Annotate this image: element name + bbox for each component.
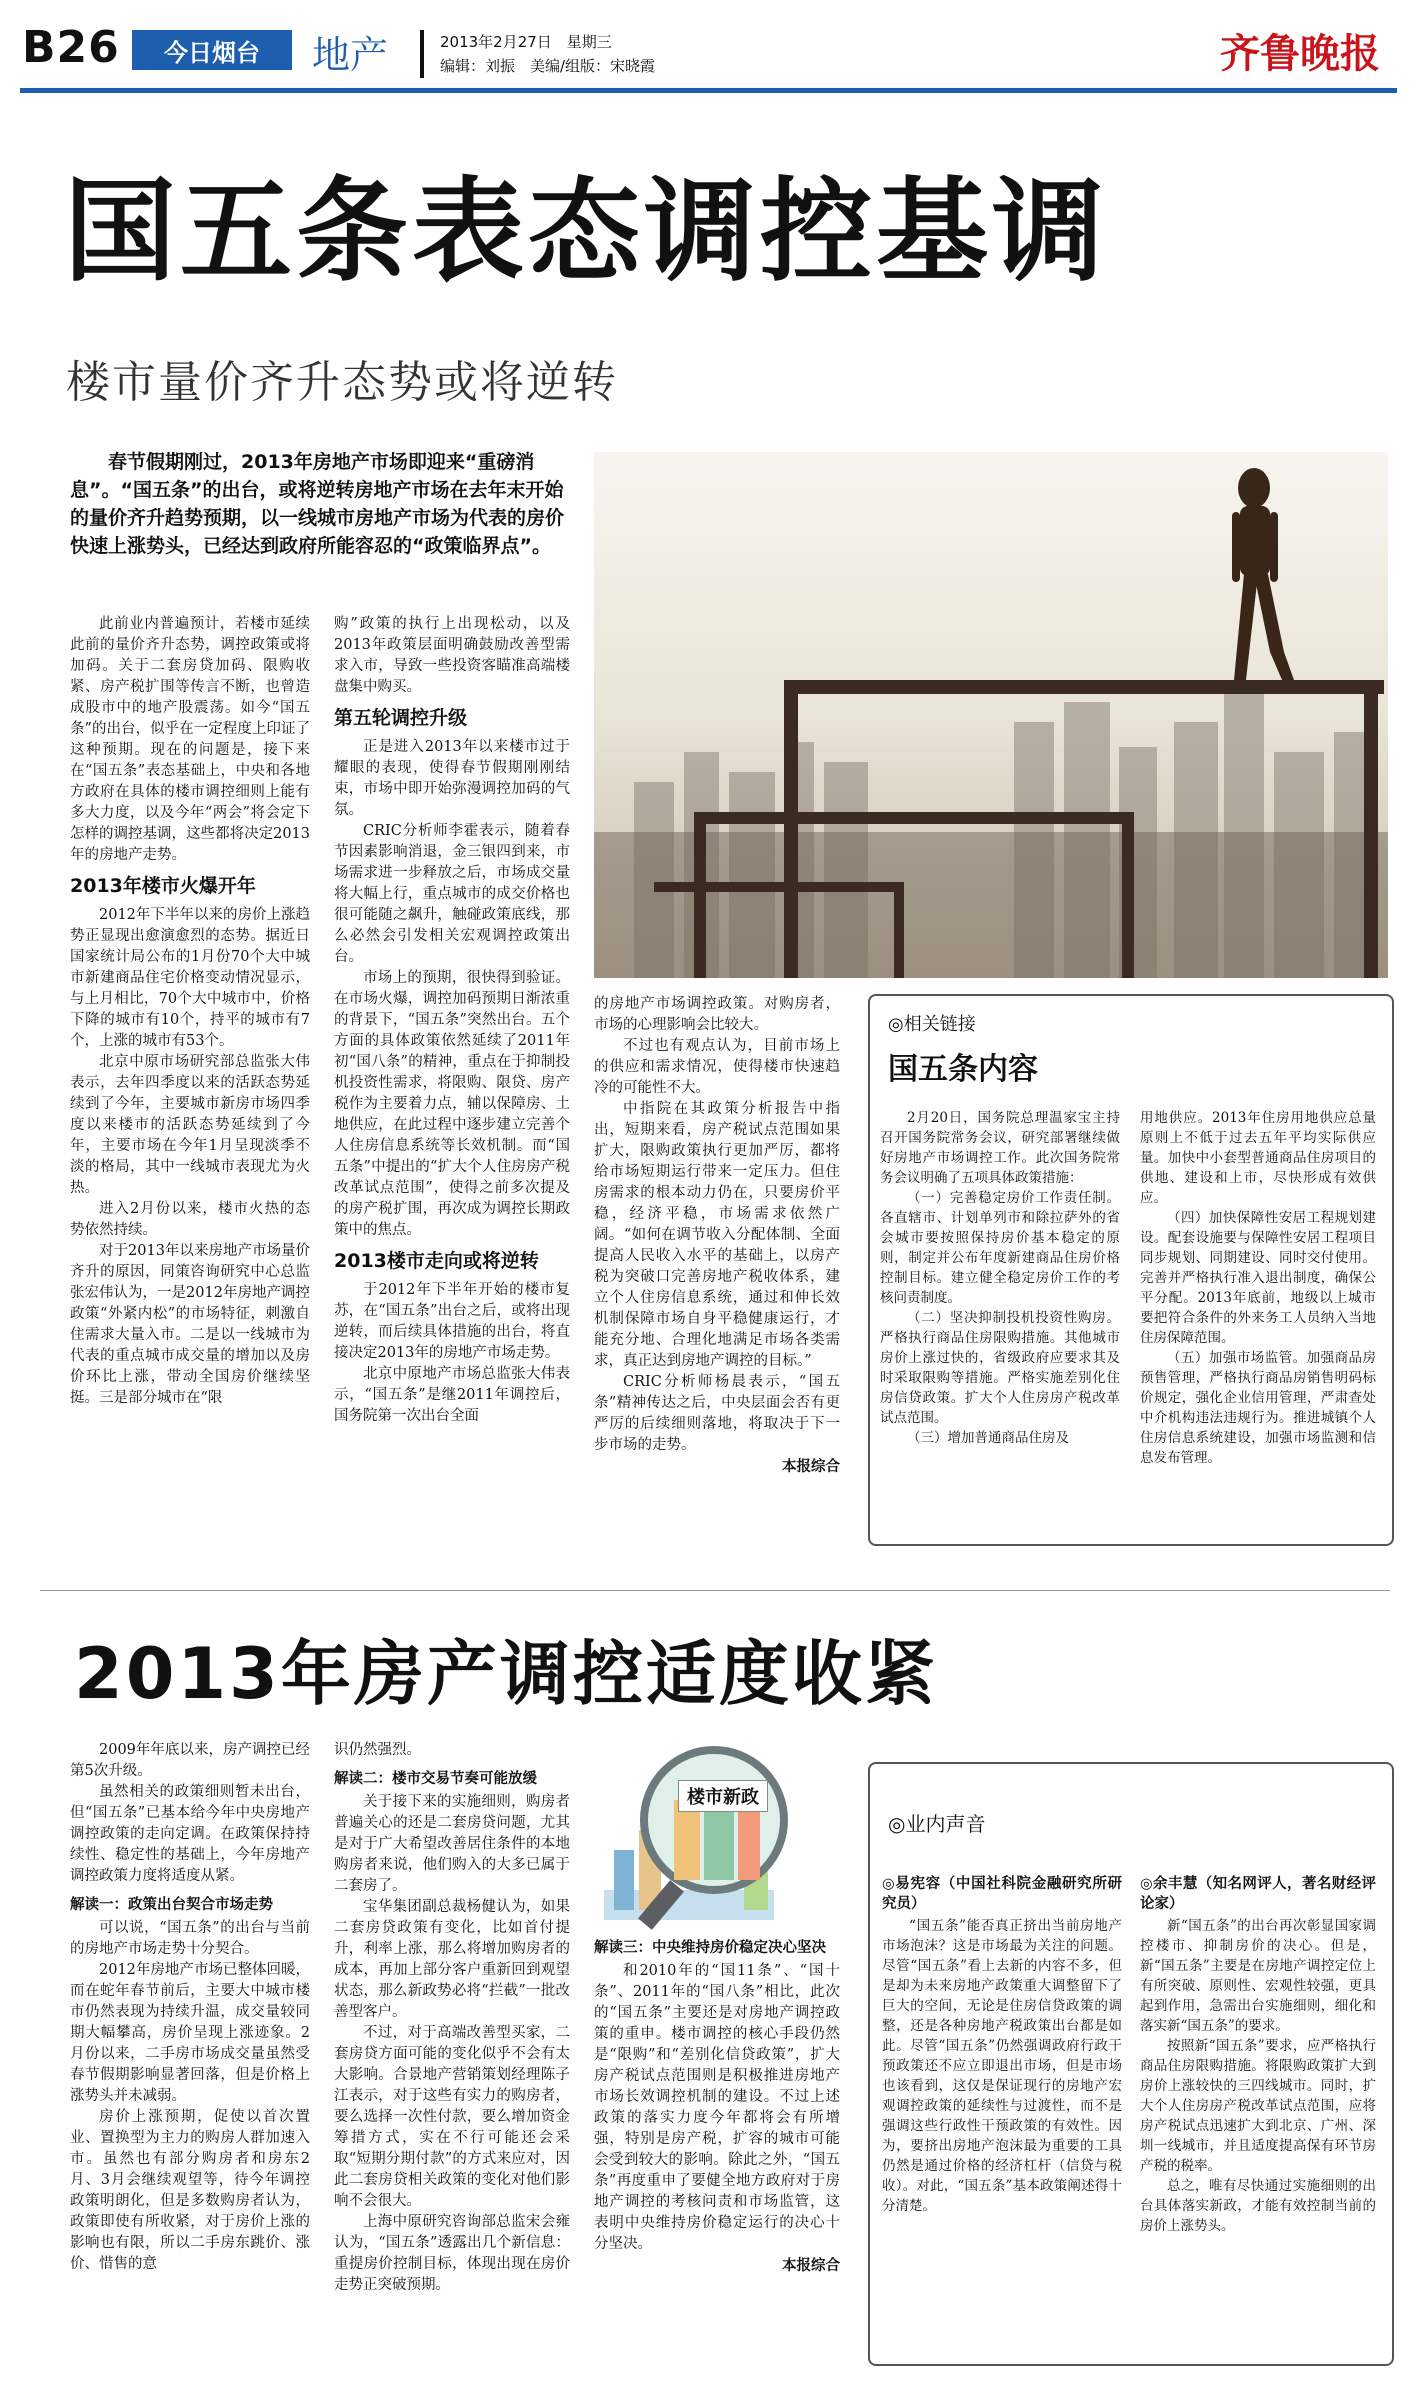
paragraph: CRIC分析师杨晨表示，“国五条”精神传达之后，中央层面会否有更严厉的后续细则落地，将取决于下一步市场的走势。: [594, 1374, 840, 1453]
section-divider: [40, 1590, 1390, 1591]
byline: 本报综合: [782, 1458, 840, 1475]
editor-credits: 编辑：刘振 美编/组版：宋晓霞: [440, 57, 656, 75]
paragraph: 用地供应。2013年住房用地供应总量原则上不低于过去五年平均实际供应量。加快中小套型普通商品住房项目的供地、建设和上市，尽快形成有效供应。: [1140, 1110, 1376, 1206]
issue-date: 2013年2月27日 星期三: [440, 33, 612, 51]
headline-second: 2013年房产调控适度收紧: [74, 1633, 938, 1715]
paragraph: 于2012年下半年开始的楼市复苏，在“国五条”出台之后，或将出现逆转，而后续具体措施的出台，将直接决定2013年的房地产市场走势。: [334, 1282, 570, 1361]
subheading-3: 解读三：中央维持房价稳定决心坚决: [594, 1940, 826, 1956]
box1-column-left: [880, 1108, 1120, 1448]
paragraph: （二）坚决抑制投机投资性购房。严格执行商品住房限购措施。其他城市房价上涨过快的，省级政府应要求其及时采取限购等措施。严格实施差别化住房信贷政策。扩大个人住房房产税改革试点范围。: [880, 1310, 1120, 1426]
paragraph: 北京中原地产市场总监张大伟表示，“国五条”是继2011年调控后，国务院第一次出台全面: [334, 1366, 570, 1424]
article2-column-3: [594, 1938, 840, 2276]
header-meta: [440, 30, 655, 78]
paragraph: 北京中原市场研究部总监张大伟表示，去年四季度以来的活跃态势延续到了今年，主要城市新房市场四季度以来楼市的活跃态势延续到了今年，主要市场在今年1月呈现淡季不淡的格局，其中一线城市表现尤为火热。: [70, 1054, 310, 1196]
article1-column-2: [334, 614, 570, 1427]
paragraph: 可以说，“国五条”的出台与当前的房地产市场走势十分契合。: [70, 1920, 310, 1957]
paragraph: 的房地产市场调控政策。对购房者，市场的心理影响会比较大。: [594, 996, 840, 1033]
illustration-magnifier: [594, 1740, 854, 1930]
headline-main: 国五条表态调控基调: [64, 167, 1108, 297]
paragraph: 宝华集团副总裁杨健认为，如果二套房贷政策有变化，比如首付提升，利率上涨，那么将增加购房者的成本，再加上部分客户重新回到观望状态，那么新政势必将“拦截”一批改善型客户。: [334, 1899, 570, 2020]
article1-column-1: [70, 614, 310, 1409]
illustration-label: 楼市新政: [678, 1780, 768, 1812]
paragraph: （三）增加普通商品住房及: [907, 1430, 1069, 1446]
paragraph: 虽然相关的政策细则暂未出台，但“国五条”已基本给今年中央房地产调控政策的走向定调。在政策保持持续性、稳定性的基础上，今年房地产调控政策力度将适度从紧。: [70, 1784, 310, 1884]
article2-column-1: [70, 1740, 310, 2275]
photo-illustration: [594, 452, 1388, 978]
page-number: B26: [22, 22, 120, 73]
paragraph: 进入2月份以来，楼市火热的态势依然持续。: [70, 1201, 310, 1238]
voice-1-name: ◎易宪容（中国社科院金融研究所研究员）: [882, 1876, 1122, 1912]
photo-balancing-figure: [594, 452, 1388, 978]
byline: 本报综合: [782, 2257, 840, 2274]
paragraph: 对于2013年以来房地产市场量价齐升的原因，同策咨询研究中心总监张宏伟认为，一是2012年房地产调控政策“外紧内松”的市场特征，刺激自住需求大量入市。二是以一线城市为代表的重点城市成交量的增加以及房价环比上涨，带动全国房价继续坚挺。三是部分城市在“限: [70, 1243, 310, 1406]
box-title: 国五条内容: [888, 1052, 1038, 1087]
subheading-1: 解读一：政策出台契合市场走势: [70, 1897, 273, 1913]
box-label-voices: ◎业内声音: [888, 1812, 986, 1836]
article1-column-3: [594, 994, 840, 1477]
paragraph: 2012年房地产市场已整体回暖，而在蛇年春节前后，主要大中城市楼市仍然表现为持续升温，成交量较同期大幅攀高，房价呈现上涨迹象。2月份以来，二手房市场成交量虽然受春节假期影响显著回落，但是价格上涨势头并未减弱。: [70, 1962, 310, 2104]
subheadline: 楼市量价齐升态势或将逆转: [66, 357, 618, 408]
box1-column-right: [1140, 1108, 1376, 1468]
section-heading-trend: 2013楼市走向或将逆转: [334, 1250, 539, 1272]
paragraph: 识仍然强烈。: [334, 1742, 421, 1758]
header-divider: [420, 30, 424, 78]
voice-2-name: ◎余丰慧（知名网评人，著名财经评论家）: [1140, 1876, 1376, 1912]
subheading-2: 解读二：楼市交易节奏可能放缓: [334, 1771, 537, 1787]
paragraph: 此前业内普遍预计，若楼市延续此前的量价齐升态势，调控政策或将加码。关于二套房贷加码、限购收紧、房产税扩围等传言不断，也曾造成股市中的地产股震荡。如今“国五条”的出台，似乎在一定程度上印证了这种预期。现在的问题是，接下来在“国五条”表态基础上，中央和各地方政府在具体的楼市调控细则上能有多大力度，以及今年“两会”将会定下怎样的调控基调，这些都将决定2013年的房地产走势。: [70, 616, 310, 863]
paragraph: 市场上的预期，很快得到验证。在市场火爆，调控加码预期日渐浓重的背景下，“国五条”突然出台。五个方面的具体政策依然延续了2011年初“国八条”的精神，重点在于抑制投机投资性需求，将限购、限贷、房产税作为主要着力点，辅以保障房、土地供应，在此过程中逐步建立完善个人住房信息系统等长效机制。而“国五条”中提出的“扩大个人住房房产税改革试点范围”，使得之前多次提及的房产税扩围，再次成为调控长期政策中的焦点。: [334, 970, 570, 1238]
paragraph: 关于接下来的实施细则，购房者普遍关心的还是二套房贷问题，尤其是对于广大希望改善居住条件的本地购房者来说，他们购入的大多已属于二套房了。: [334, 1794, 570, 1894]
paragraph: 2009年年底以来，房产调控已经第5次升级。: [70, 1742, 310, 1779]
section-name: 地产: [312, 33, 389, 77]
section-tag: 今日烟台: [132, 30, 292, 70]
paragraph: 总之，唯有尽快通过实施细则的出台具体落实新政，才能有效控制当前的房价上涨势头。: [1140, 2178, 1376, 2234]
paragraph: 房价上涨预期，促使以首次置业、置换型为主力的购房人群加速入市。虽然也有部分购房者和房东2月、3月会继续观望等，待今年调控政策明朗化，但是多数购房者认为，政策即使有所收紧，对于房价上涨的影响也有限，所以二手房东跳价、涨价、惜售的意: [70, 2109, 310, 2272]
paragraph: （四）加快保障性安居工程规划建设。配套设施要与保障性安居工程项目同步规划、同期建设、同时交付使用。完善并严格执行准入退出制度，确保公平分配。2013年底前，地级以上城市要把符合条件的外来务工人员纳入当地住房保障范围。: [1140, 1210, 1376, 1346]
paragraph: 上海中原研究咨询部总监宋会雍认为，“国五条”透露出几个新信息：重提房价控制目标，体现出现在房价走势正突破预期。: [334, 2214, 570, 2293]
paragraph: 2月20日，国务院总理温家宝主持召开国务院常务会议，研究部署继续做好房地产市场调控工作。此次国务院常务会议明确了五项具体政策措施：: [880, 1110, 1120, 1186]
paragraph: 正是进入2013年以来楼市过于耀眼的表现，使得春节假期刚刚结束，市场中即开始弥漫调控加码的气氛。: [334, 739, 570, 818]
voice-2: [1140, 1874, 1376, 2236]
voice-1: [882, 1874, 1122, 2216]
section-heading-2013: 2013年楼市火爆开年: [70, 875, 256, 897]
paragraph: 不过，对于高端改善型买家，二套房贷方面可能的变化似乎不会有太大影响。合景地产营销策划经理陈子江表示，对于这些有实力的购房者，要么选择一次性付款，要么增加资金筹措方式，实在不行可能还会采取“短期分期付款”的方式来应对，因此二套房贷相关政策的变化对他们影响不会很大。: [334, 2025, 570, 2209]
header-rule: [20, 88, 1397, 93]
section-heading-round5: 第五轮调控升级: [334, 707, 468, 729]
paragraph: CRIC分析师李霍表示，随着春节因素影响消退，金三银四到来，市场需求进一步释放之后，市场成交量将大幅上行，重点城市的成交价格也很可能随之飙升，触碰政策底线，那么必然会引发相关宏观调控政策出台。: [334, 823, 570, 965]
paragraph: 按照新“国五条”要求，应严格执行商品住房限购措施。将限购政策扩大到房价上涨较快的三四线城市。同时，扩大个人住房房产税改革试点范围，应将房产税试点迅速扩大到北京、广州、深圳一线城市，并且适度提高保有环节房产税的税率。: [1140, 2038, 1376, 2174]
lead-paragraph: 春节假期刚过，2013年房地产市场即迎来“重磅消息”。“国五条”的出台，或将逆转房地产市场在去年末开始的量价齐升趋势预期，以一线城市房地产市场为代表的房价快速上涨势头，已经达到政府所能容忍的“政策临界点”。: [70, 451, 565, 557]
paragraph: （五）加强市场监管。加强商品房预售管理，严格执行商品房销售明码标价规定，强化企业信用管理，严肃查处中介机构违法违规行为。推进城镇个人住房信息系统建设，加强市场监测和信息发布管理。: [1140, 1350, 1376, 1466]
paragraph: 和2010年的“国11条”、“国十条”、2011年的“国八条”相比，此次的“国五条”主要还是对房地产调控政策的重申。楼市调控的核心手段仍然是“限购”和“差别化信贷政策”，扩大房产税试点范围则是积极推进房地产市场长效调控机制的建设。不过上述政策的落实力度今年都将会有所增强，特别是房产税，扩容的城市可能会受到较大的影响。除此之外，“国五条”再度重申了要健全地方政府对于房地产调控的考核问责和市场监管，这表明中央维持房价稳定运行的决心十分坚决。: [594, 1963, 840, 2252]
magnifier-icon: [594, 1740, 854, 1930]
paragraph: （一）完善稳定房价工作责任制。各直辖市、计划单列市和除拉萨外的省会城市要按照保持房价基本稳定的原则，制定并公布年度新建商品住房价格控制目标。建立健全稳定房价工作的考核问责制度。: [880, 1190, 1120, 1306]
paragraph: 中指院在其政策分析报告中指出，短期来看，房产税试点范围如果扩大，限购政策执行更加严厉，都将给市场短期运行带来一定压力。但住房需求的根本动力仍在，只要房价平稳，经济平稳，市场需求依然广阔。“如何在调节收入分配体制、全面提高人民收入水平的基础上，以房产税为突破口完善房地产税收体系，建立个人住房信息系统，通过和伸长效机制保障市场自身平稳健康运行，才能充分地、合理化地满足市场各类需求，真正达到房地产调控的目标。”: [594, 1101, 840, 1369]
article2-column-2: [334, 1740, 570, 2296]
paragraph: 新“国五条”的出台再次彰显国家调控楼市、抑制房价的决心。但是，新“国五条”主要是在房地产调控定位上有所突破、原则性、宏观性较强，更具起到作用，急需出台实施细则，细化和落实新“国五条”的要求。: [1140, 1918, 1376, 2034]
paragraph: 购”政策的执行上出现松动，以及2013年政策层面明确鼓励改善型需求入市，导致一些投资客瞄准高端楼盘集中购买。: [334, 616, 570, 695]
paragraph: 不过也有观点认为，目前市场上的供应和需求情况，使得楼市快速趋冷的可能性不大。: [594, 1038, 840, 1096]
box-label-related: ◎相关链接: [888, 1014, 976, 1035]
paragraph: “国五条”能否真正挤出当前房地产市场泡沫？这是市场最为关注的问题。尽管“国五条”看上去新的内容不多，但是却为未来房地产政策重大调整留下了巨大的空间，无论是住房信贷政策的调整，还是各种房地产税政策出台都是如此。尽管“国五条”仍然强调政府行政干预政策还不应立即退出市场，但是市场也该看到，这仅是保证现行的房地产宏观调控政策的延续性与过渡性，而不是强调这些行政性干预政策的有效性。因为，要挤出房地产泡沫最为重要的工具仍然是通过价格的经济杠杆（信贷与税收）。对此，“国五条”基本政策阐述得十分清楚。: [882, 1918, 1122, 2214]
newspaper-logo: 齐鲁晚报: [1220, 30, 1380, 77]
paragraph: 2012年下半年以来的房价上涨趋势正显现出愈演愈烈的态势。据近日国家统计局公布的1月份70个大中城市新建商品住宅价格变动情况显示，与上月相比，70个大中城市中，价格下降的城市有10个，持平的城市有7个，上涨的城市有53个。: [70, 907, 310, 1049]
